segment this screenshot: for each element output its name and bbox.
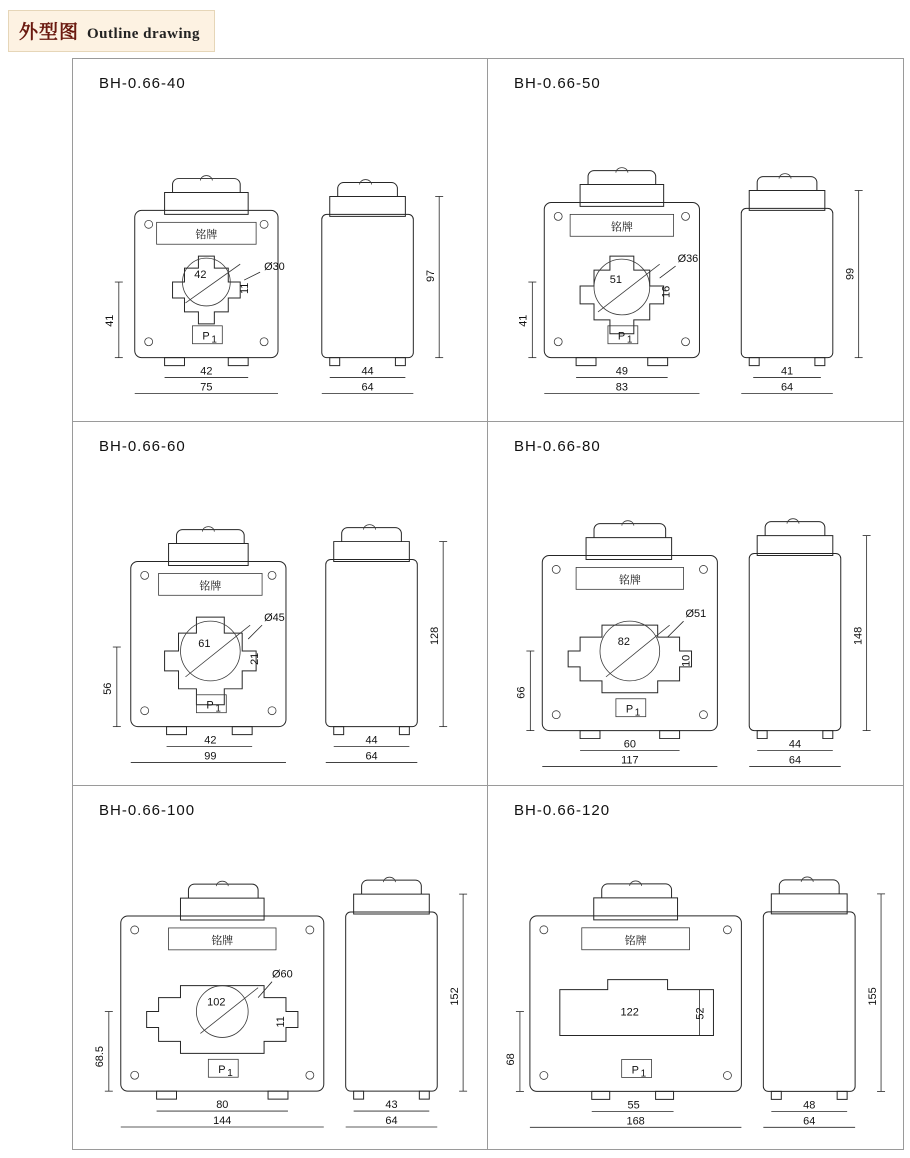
svg-text:1: 1: [626, 334, 633, 346]
svg-text:1: 1: [215, 704, 221, 716]
dim-height-left: 41: [517, 314, 530, 327]
dim-mount-w: 49: [615, 365, 628, 378]
dim-hole-dia: Ø30: [264, 261, 285, 274]
dim-total-w: 75: [200, 381, 213, 394]
dim-side-total-w: 64: [788, 754, 802, 767]
nameplate-label: 铭牌: [610, 220, 633, 234]
dim-window-w: 82: [617, 636, 630, 649]
cell-title: BH-0.66-120: [514, 801, 611, 819]
dim-mount-w: 55: [627, 1099, 640, 1112]
terminal-label: P: [206, 700, 214, 713]
dim-total-w: 144: [213, 1114, 232, 1127]
svg-text:1: 1: [634, 708, 641, 720]
dim-mount-w: 42: [204, 734, 217, 747]
dim-side-height: 148: [852, 627, 865, 646]
dim-side-total-w: 64: [385, 1114, 398, 1127]
dim-side-total-w: 64: [361, 381, 374, 394]
dim-total-w: 168: [626, 1114, 645, 1127]
dim-window-h: 16: [660, 285, 673, 298]
drawing-cell-bh-0-66-100: [73, 786, 488, 1149]
cell-title: BH-0.66-50: [514, 75, 601, 92]
dim-window-w: 122: [620, 1006, 639, 1019]
dim-side-height: 152: [449, 986, 462, 1006]
cell-title: BH-0.66-100: [99, 801, 196, 819]
drawing-area: [73, 456, 487, 784]
nameplate-label: 铭牌: [624, 933, 647, 947]
dim-window-h: 11: [274, 1015, 287, 1028]
dim-height-left: 68.5: [93, 1045, 106, 1067]
nameplate-label: 铭牌: [195, 228, 218, 242]
terminal-label: P: [625, 704, 634, 717]
terminal-label: P: [202, 330, 210, 343]
dim-hole-dia: Ø36: [677, 253, 699, 266]
dim-foot-w: 44: [788, 738, 802, 751]
dim-side-total-w: 64: [365, 750, 378, 763]
dim-hole-dia: Ø60: [272, 968, 293, 981]
dim-height-left: 66: [515, 686, 528, 700]
dim-side-total-w: 64: [780, 381, 794, 394]
drawing-cell-bh-0-66-60: [73, 422, 488, 785]
dim-side-height: 97: [425, 269, 438, 283]
drawing-area: [488, 820, 903, 1149]
dim-window-w: 61: [198, 638, 211, 651]
dim-total-w: 117: [621, 754, 639, 767]
dim-side-height: 155: [867, 986, 880, 1006]
section-title-cn: 外型图: [19, 21, 80, 43]
dim-foot-w: 41: [780, 365, 794, 378]
outline-drawing-grid: [72, 58, 904, 1150]
dim-foot-w: 44: [361, 365, 374, 378]
svg-text:1: 1: [211, 334, 217, 346]
dim-hole-dia: Ø51: [685, 608, 707, 621]
terminal-label: P: [617, 330, 626, 343]
drawing-area: [73, 820, 487, 1149]
dim-window-w: 102: [207, 996, 226, 1009]
drawing-cell-bh-0-66-120: [488, 786, 903, 1149]
dim-mount-w: 42: [200, 365, 213, 378]
dim-window-w: 42: [194, 269, 207, 282]
cell-title: BH-0.66-40: [99, 75, 186, 92]
svg-text:1: 1: [640, 1068, 647, 1080]
dim-height-left: 56: [101, 682, 114, 696]
section-title-en: Outline drawing: [87, 26, 200, 42]
section-header: [8, 10, 215, 52]
cell-title: BH-0.66-80: [514, 438, 601, 456]
dim-side-height: 99: [844, 267, 857, 281]
dim-mount-w: 60: [623, 738, 636, 751]
dim-height-left: 41: [103, 314, 116, 327]
dim-window-h: 10: [680, 655, 693, 668]
dim-foot-w: 43: [385, 1098, 398, 1111]
dim-window-w: 51: [609, 274, 622, 287]
drawing-cell-bh-0-66-40: [73, 59, 488, 422]
drawing-area: [73, 93, 487, 421]
dim-side-height: 128: [429, 627, 442, 646]
dim-foot-w: 48: [803, 1099, 816, 1112]
nameplate-label: 铭牌: [199, 579, 222, 593]
dim-mount-w: 80: [216, 1098, 229, 1111]
drawing-cell-bh-0-66-80: [488, 422, 903, 785]
drawing-area: [488, 93, 903, 421]
drawing-cell-bh-0-66-50: [488, 59, 903, 422]
dim-total-w: 99: [204, 750, 217, 763]
dim-foot-w: 44: [365, 734, 378, 747]
dim-height-left: 68: [504, 1052, 517, 1066]
terminal-label: P: [218, 1063, 226, 1076]
dim-window-h: 21: [249, 653, 262, 666]
drawing-area: [488, 456, 903, 784]
cell-title: BH-0.66-60: [99, 438, 186, 456]
terminal-label: P: [631, 1064, 639, 1077]
nameplate-label: 铭牌: [211, 933, 234, 947]
nameplate-label: 铭牌: [618, 573, 641, 587]
dim-total-w: 83: [615, 381, 628, 394]
dim-side-total-w: 64: [803, 1114, 816, 1127]
dim-window-h: 52: [694, 1007, 707, 1020]
svg-text:1: 1: [227, 1067, 233, 1079]
dim-window-h: 11: [239, 282, 252, 294]
dim-hole-dia: Ø45: [264, 612, 285, 625]
